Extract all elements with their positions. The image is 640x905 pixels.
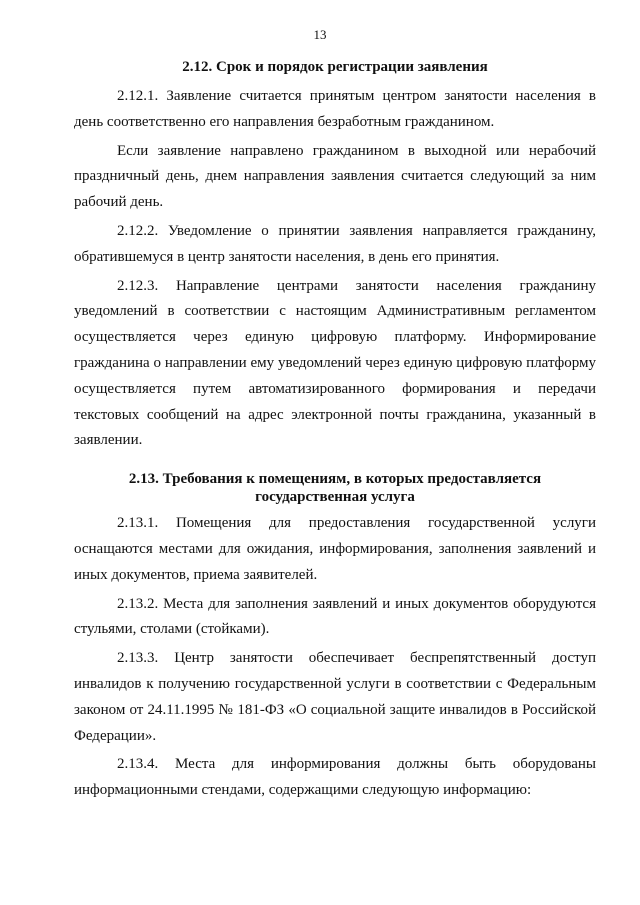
- paragraph-2-12-2: 2.12.2. Уведомление о принятии заявления направляется гражданину, обратившемуся в центр занятости населения, в день его принятия.: [74, 222, 596, 265]
- paragraph-2-12-1: 2.12.1. Заявление считается принятым центром занятости населения в день соответственно его направления безработным гражданином.: [74, 88, 596, 130]
- section-heading-2-13: [74, 470, 596, 506]
- section-heading-2-13-line1: 2.13. Требования к помещениям, в которых предоставляется: [128, 471, 542, 488]
- paragraph-2-13-2: 2.13.2. Места для заполнения заявлений и иных документов оборудуются стульями, столами (стойками).: [74, 595, 596, 638]
- page-number: 13: [313, 27, 327, 42]
- paragraph-2-13-4: 2.13.4. Места для информирования должны быть оборудованы информационными стендами, содержащими следующую информацию:: [74, 756, 596, 799]
- document-body: [74, 58, 596, 807]
- paragraph-2-12-3: 2.12.3. Направление центрами занятости населения гражданину уведомлений в соответствии с настоящим Административным регламентом осуществляется через единую цифровую платформу. Информирование гражданина о направлении ему уведомлений через единую цифровую платформу осуществляется путем автоматизированного формирования и передачи текстовых сообщений на адрес электронной почты гражданина, указанный в заявлении.: [74, 277, 596, 449]
- paragraph-2-13-3: 2.13.3. Центр занятости обеспечивает беспрепятственный доступ инвалидов к получению государственной услуги в соответствии с Федеральным законом от 24.11.1995 № 181-ФЗ «О социальной защите инвалидов в Российской Федерации».: [74, 650, 596, 744]
- paragraph-2-13-1: 2.13.1. Помещения для предоставления государственной услуги оснащаются местами для ожидания, информирования, заполнения заявлений и иных документов, приема заявителей.: [74, 515, 596, 583]
- section-heading-2-12: 2.12. Срок и порядок регистрации заявления: [182, 59, 488, 75]
- paragraph-2-12-1-holiday: Если заявление направлено гражданином в выходной или нерабочий праздничный день, днем направления заявления считается следующий за ним рабочий день.: [74, 142, 596, 211]
- section-heading-2-13-line2: государственная услуга: [255, 489, 415, 506]
